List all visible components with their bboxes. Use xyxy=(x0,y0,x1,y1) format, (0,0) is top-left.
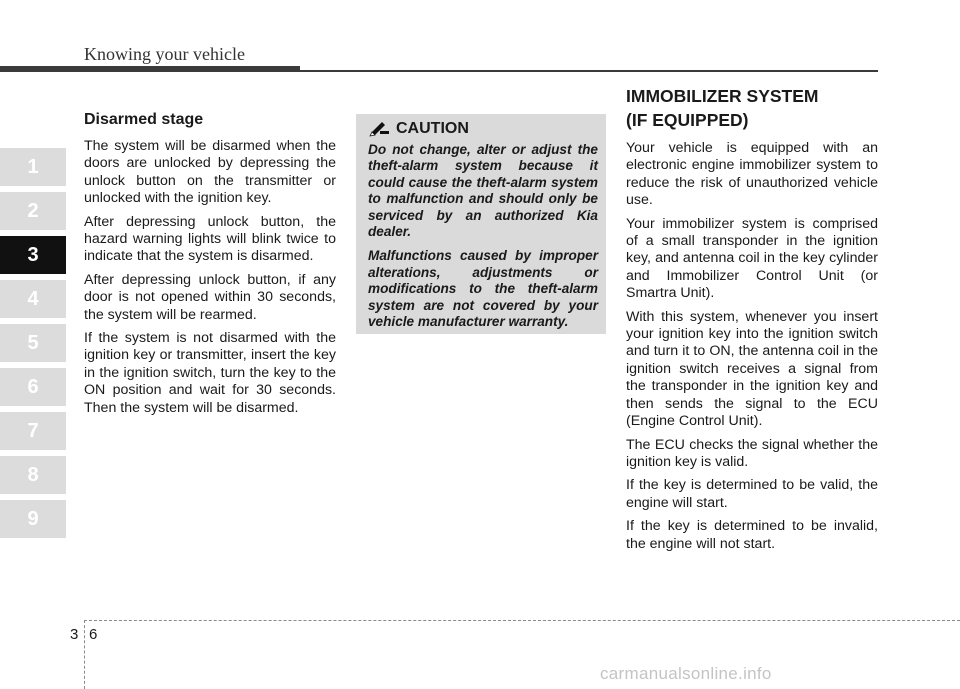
immobilizer-heading-line2: (IF EQUIPPED) xyxy=(626,110,749,130)
right-column xyxy=(626,84,878,559)
caution-header xyxy=(368,120,598,138)
chapter-tab-1[interactable]: 1 xyxy=(0,148,66,186)
chapter-tab-2[interactable]: 2 xyxy=(0,192,66,230)
header-title: Knowing your vehicle xyxy=(84,44,245,64)
chapter-tab-9[interactable]: 9 xyxy=(0,500,66,538)
footer-divider xyxy=(84,620,85,689)
chapter-tab-6[interactable]: 6 xyxy=(0,368,66,406)
paragraph: If the key is determined to be valid, the engine will start. xyxy=(626,477,878,511)
footer-rule xyxy=(84,620,960,621)
chapter-tab-4[interactable]: 4 xyxy=(0,280,66,318)
header-rule-thin xyxy=(300,70,878,72)
paragraph: The system will be disarmed when the doors are unlocked by depressing the unlock button on the transmitter or unlocked with the ignition key. xyxy=(84,138,336,207)
paragraph: With this system, whenever you insert your ignition key into the ignition switch and turn it to ON, the antenna coil in the ignition switch receives a signal from the transponder in the ignition key and then sends the signal to the ECU (Engine Control Unit). xyxy=(626,308,878,430)
page-number: 6 xyxy=(89,626,98,643)
chapter-tabs xyxy=(0,148,66,544)
paragraph: Your immobilizer system is comprised of a small transponder in the ignition key, and antenna coil in the key cylinder and Immobilizer Control Unit (or Smartra Unit). xyxy=(626,215,878,302)
pencil-warning-icon xyxy=(368,121,390,137)
chapter-tab-3[interactable]: 3 xyxy=(0,236,66,274)
paragraph: After depressing unlock button, if any door is not opened within 30 seconds, the system will be rearmed. xyxy=(84,271,336,323)
caution-paragraph: Do not change, alter or adjust the theft-alarm system because it could cause the theft-alarm system to malfunction and should only be serviced by an authorized Kia dealer. xyxy=(368,142,598,240)
caution-box xyxy=(356,114,606,334)
immobilizer-heading xyxy=(626,84,878,132)
chapter-tab-5[interactable]: 5 xyxy=(0,324,66,362)
left-column xyxy=(84,110,336,423)
caution-title: CAUTION xyxy=(396,120,469,137)
immobilizer-heading-line1: IMMOBILIZER SYSTEM xyxy=(626,86,819,106)
paragraph: The ECU checks the signal whether the ignition key is valid. xyxy=(626,436,878,470)
paragraph: If the key is determined to be invalid, the engine will not start. xyxy=(626,518,878,552)
paragraph: After depressing unlock button, the hazard warning lights will blink twice to indicate that the system is disarmed. xyxy=(84,213,336,265)
paragraph: Your vehicle is equipped with an electronic engine immobilizer system to reduce the risk of unauthorized vehicle use. xyxy=(626,140,878,209)
chapter-tab-7[interactable]: 7 xyxy=(0,412,66,450)
chapter-tab-8[interactable]: 8 xyxy=(0,456,66,494)
watermark: carmanualsonline.info xyxy=(600,664,772,683)
caution-paragraph: Malfunctions caused by improper alterations, adjustments or modifications to the theft-alarm system are not covered by your vehicle manufacturer warranty. xyxy=(368,248,598,330)
disarmed-stage-heading: Disarmed stage xyxy=(84,111,204,128)
paragraph: If the system is not disarmed with the ignition key or transmitter, insert the key in the ignition switch, turn the key to the ON position and wait for 30 seconds. Then the system will be disarmed. xyxy=(84,330,336,416)
page-section-number: 3 xyxy=(70,626,79,643)
header-rule-thick xyxy=(0,66,300,72)
